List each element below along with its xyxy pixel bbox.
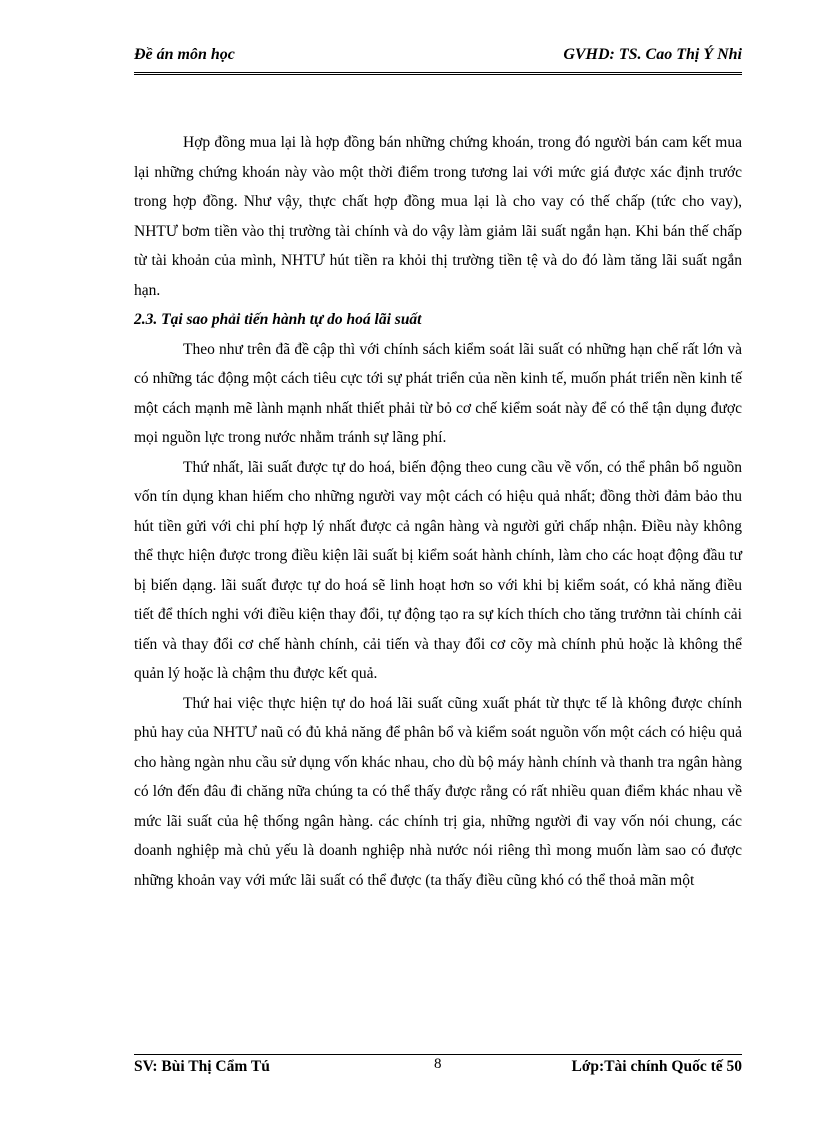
header-supervisor: GVHD: TS. Cao Thị Ý Nhi [563, 46, 742, 63]
page-body [134, 128, 742, 895]
footer-class-name: Lớp:Tài chính Quốc tế 50 [571, 1058, 742, 1075]
header-divider [134, 72, 742, 75]
section-heading: 2.3. Tại sao phải tiến hành tự do hoá lãi suất [134, 311, 422, 328]
page-header [134, 46, 742, 70]
paragraph-first-reason: Thứ nhất, lãi suất được tự do hoá, biến động theo cung cầu về vốn, có thể phân bổ nguồn vốn tín dụng khan hiếm cho những người vay một cách có hiệu quả nhất; đồng thời đảm bảo thu hút tiền gửi với chi phí hợp lý nhất được cả ngân hàng và người gửi chấp nhận. Điều này không thể thực hiện được trong điều kiện lãi suất bị kiểm soát hành chính, làm cho các hoạt động đầu tư bị biến dạng. lãi suất được tự do hoá sẽ linh hoạt hơn so với khi bị kiểm soát, có khả năng điều tiết để thích nghi với điều kiện thay đổi, tự động tạo ra sự kích thích cho tăng trưởnn tài chính cải tiến và thay đổi cơ chế hành chính, cải tiến và thay đổi cơ cõy mà chính phủ hoặc là không thể quản lý hoặc là chậm thu được kết quả. [134, 458, 742, 682]
paragraph-repurchase-agreement: Hợp đồng mua lại là hợp đồng bán những chứng khoán, trong đó người bán cam kết mua lại những chứng khoán này vào một thời điểm trong tương lai với mức giá được xác định trước trong hợp đồng. Như vậy, thực chất hợp đồng mua lại là cho vay có thế chấp (tức cho vay), NHTƯ bơm tiền vào thị trường tài chính và do vậy làm giảm lãi suất ngắn hạn. Khi bán thế chấp từ tài khoản của mình, NHTƯ hút tiền ra khỏi thị trường tiền tệ và do đó làm tăng lãi suất ngắn hạn. [134, 134, 742, 299]
paragraph-intro: Theo như trên đã đề cập thì với chính sách kiểm soát lãi suất có những hạn chế rất lớn và có những tác động một cách tiêu cực tới sự phát triển của nền kinh tế, muốn phát triển nền kinh tế một cách mạnh mẽ lành mạnh nhất thiết phải từ bỏ cơ chế kiểm soát này để có thể tận dụng được mọi nguồn lực trong nước nhằm tránh sự lãng phí. [134, 340, 742, 446]
footer-divider [134, 1054, 742, 1055]
header-course-title: Đề án môn học [134, 46, 235, 63]
page-footer [134, 1058, 742, 1082]
paragraph-second-reason: Thứ hai việc thực hiện tự do hoá lãi suất cũng xuất phát từ thực tế là không được chính phủ hay của NHTƯ naũ có đủ khả năng để phân bổ và kiểm soát nguồn vốn một cách có hiệu quả cho hàng ngàn nhu cầu sử dụng vốn khác nhau, cho dù bộ máy hành chính và thanh tra ngân hàng có lớn đến đâu đi chăng nữa chúng ta có thể thấy được rằng có rất nhiều quan điểm khác nhau về mức lãi suất của hệ thống ngân hàng. các chính trị gia, những người đi vay vốn nói chung, các doanh nghiệp mà chủ yếu là doanh nghiệp nhà nước nói riêng thì mong muốn làm sao có được những khoản vay với mức lãi suất có thể được (ta thấy điều cũng khó có thể thoả mãn một [134, 694, 742, 889]
footer-student-name: SV: Bùi Thị Cẩm Tú [134, 1058, 270, 1075]
page-number: 8 [434, 1056, 442, 1072]
